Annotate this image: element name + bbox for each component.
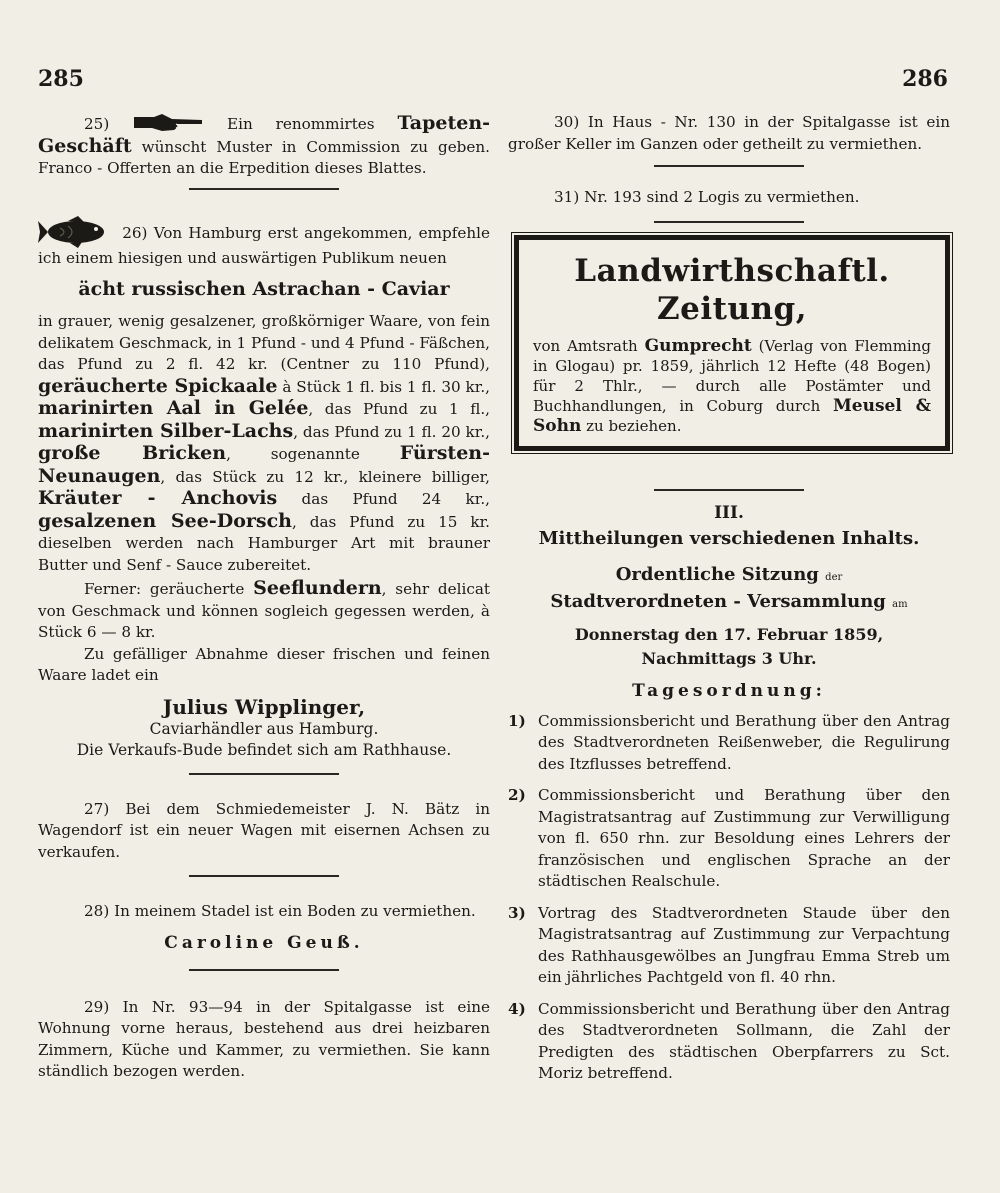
notice-text: In Nr. 93—94 in der Spitalgasse ist eine Wohnung vorne heraus, bestehend aus drei heizbaren Zimmern, Küche und Kammer, zu vermiethen. Sie kann ständlich bezogen werden.	[38, 997, 491, 1080]
notice-25	[38, 112, 490, 180]
text: zu beziehen.	[581, 416, 682, 435]
divider	[189, 188, 339, 190]
text: in grauer, wenig gesalzener, großkörniger Waare, von fein delikatem Geschmack, in 1 Pfund - und 4 Pfund - Fäßchen, das Pfund zu 2 fl. 42 kr. (Centner zu 110 Pfund),	[38, 312, 490, 373]
ad-title: Landwirthschaftl. Zeitung,	[574, 252, 890, 327]
text: (Verlag von Flemming in Glogau) pr. 1859, jährlich 12 Hefte (48 Bogen) für 2 Thlr., — durch alle Postämter und Buchhandlungen, in Coburg durch	[533, 336, 931, 415]
signature-title: Caviarhändler aus Hamburg.	[149, 719, 379, 738]
notice-29	[38, 997, 490, 1083]
right-column	[508, 112, 950, 1085]
assembly-title	[508, 590, 950, 617]
ad-author: Gumprecht	[644, 335, 752, 356]
notice-28	[38, 901, 490, 923]
fish-icon	[38, 216, 116, 248]
notice-26-products	[38, 311, 490, 576]
caviar-heading: ächt russischen Astrachan - Caviar	[78, 278, 450, 300]
meeting-date: Donnerstag den 17. Februar 1859,	[574, 624, 884, 644]
signature-name: Caroline Geuß.	[164, 932, 364, 953]
notice-text: wünscht Muster in Commission zu geben. Franco - Offerten an die Erpedition dieses Blattes.	[38, 137, 490, 177]
agenda-list	[508, 711, 950, 1085]
text: Stadtverordneten - Versammlung	[550, 590, 886, 612]
notice-number: 31)	[554, 188, 580, 206]
divider	[189, 773, 339, 775]
notice-number: 29)	[84, 997, 110, 1016]
agenda-heading: Tagesordnung:	[632, 680, 826, 701]
product-name: marinirten Silber-Lachs	[38, 419, 294, 442]
left-column	[38, 112, 490, 1083]
text: , das Stück zu 12 kr., kleinere billiger,	[160, 467, 490, 486]
meeting-title	[508, 563, 950, 590]
agenda-number: 4)	[508, 999, 526, 1018]
text: , das Pfund zu 1 fl. 20 kr.,	[293, 422, 490, 441]
signature-name: Julius Wipplinger,	[162, 694, 366, 719]
notice-30	[508, 112, 950, 155]
notice-26-flounder	[38, 578, 490, 644]
text: , sehr delicat von Geschmack und können sogleich gegessen werden, à Stück 6 — 8 kr.	[38, 580, 490, 641]
meeting-time: Nachmittags 3 Uhr.	[641, 648, 817, 668]
text: von Amtsrath	[533, 336, 645, 355]
notice-31	[508, 187, 950, 209]
product-name: große Bricken	[38, 442, 227, 464]
notice-number: 25)	[84, 115, 110, 133]
text: à Stück 1 fl. bis 1 fl. 30 kr.,	[277, 377, 491, 396]
signature-note: Die Verkaufs-Bude befindet sich am Rathhause.	[76, 740, 452, 759]
notice-26-closing: Zu gefälliger Abnahme dieser frischen und feinen Waare ladet ein	[38, 644, 490, 684]
divider	[189, 969, 339, 971]
agenda-text: Commissionsbericht und Berathung über den Antrag des Stadtverordneten Reißenweber, die Regulirung des Itzflusses betreffend.	[538, 711, 950, 773]
notice-highlight: Tapeten-Geschäft	[38, 112, 491, 157]
notice-26-intro	[38, 216, 490, 270]
notice-27	[38, 799, 490, 864]
section-title: Mittheilungen verschiedenen Inhalts.	[538, 527, 920, 549]
text: , das Pfund zu 1 fl.,	[308, 400, 490, 418]
agenda-item	[508, 903, 950, 989]
notice-text: In meinem Stadel ist ein Boden zu vermiethen.	[114, 902, 476, 920]
notice-text: Ein renommirtes	[227, 115, 398, 133]
pointing-hand-icon	[132, 112, 204, 134]
product-name: Fürsten-Neunaugen	[38, 442, 490, 487]
notice-number: 26)	[122, 223, 148, 242]
ad-firm: Meusel & Sohn	[533, 395, 931, 436]
newspaper-advertisement	[514, 235, 950, 451]
notice-text: Bei dem Schmiedemeister J. N. Bätz in Wagendorf ist ein neuer Wagen mit eisernen Achsen zu verkaufen.	[38, 799, 490, 861]
notice-text: Von Hamburg erst angekommen, empfehle ich einem hiesigen und auswärtigen Publikum neuen	[38, 223, 491, 267]
agenda-number: 3)	[508, 903, 526, 922]
page-number-right: 286	[902, 66, 948, 92]
agenda-item	[508, 711, 950, 776]
section-number: III.	[714, 502, 744, 523]
agenda-text: Commissionsbericht und Berathung über den Antrag des Stadtverordneten Sollmann, die Zahl der Predigten des städtischen Oberpfarrers zu Sct. Moriz betreffend.	[538, 999, 950, 1082]
text: Ordentliche Sitzung	[615, 563, 819, 585]
text: das Pfund 24 kr.,	[277, 490, 490, 508]
agenda-text: Commissionsbericht und Berathung über den Magistratsantrag auf Zustimmung zur Verwilligung von fl. 650 rhn. zur Besoldung eines Lehrers der französischen und englischen Sprache an der städtischen Realschule.	[538, 786, 950, 890]
text: , das Pfund zu 15 kr. dieselben werden nach Hamburger Art mit brauner Butter und Senf - Sauce zubereitet.	[38, 512, 490, 574]
product-name: Kräuter - Anchovis	[38, 487, 278, 509]
divider	[654, 489, 804, 491]
product-name: geräucherte Spickaale	[38, 374, 278, 397]
text: Ferner: geräucherte	[84, 580, 254, 598]
divider	[654, 221, 804, 223]
page-number-left: 285	[38, 66, 84, 92]
ad-body	[533, 336, 931, 436]
agenda-number: 2)	[508, 786, 526, 804]
notice-number: 27)	[84, 799, 110, 818]
text: am	[892, 598, 908, 610]
notice-text: In Haus - Nr. 130 in der Spitalgasse ist ein großer Keller im Ganzen oder getheilt zu vermiethen.	[508, 113, 950, 153]
notice-number: 28)	[84, 902, 110, 920]
product-name: Seeflundern	[253, 577, 382, 599]
product-name: gesalzenen See-Dorsch	[38, 509, 292, 532]
agenda-item	[508, 999, 950, 1085]
agenda-item	[508, 785, 950, 893]
text: der	[825, 571, 843, 583]
text: , sogenannte	[226, 445, 400, 463]
agenda-text: Vortrag des Stadtverordneten Staude über den Magistratsantrag auf Zustimmung zur Verpachtung des Rathhausgewölbes an Jungfrau Emma Streb um ein jährliches Pachtgeld von fl. 40 rhn.	[538, 903, 950, 986]
notice-text: Nr. 193 sind 2 Logis zu vermiethen.	[584, 188, 860, 206]
agenda-number: 1)	[508, 711, 526, 730]
divider	[654, 165, 804, 167]
product-name: marinirten Aal in Gelée	[38, 397, 309, 419]
notice-number: 30)	[554, 113, 580, 131]
divider	[189, 875, 339, 877]
